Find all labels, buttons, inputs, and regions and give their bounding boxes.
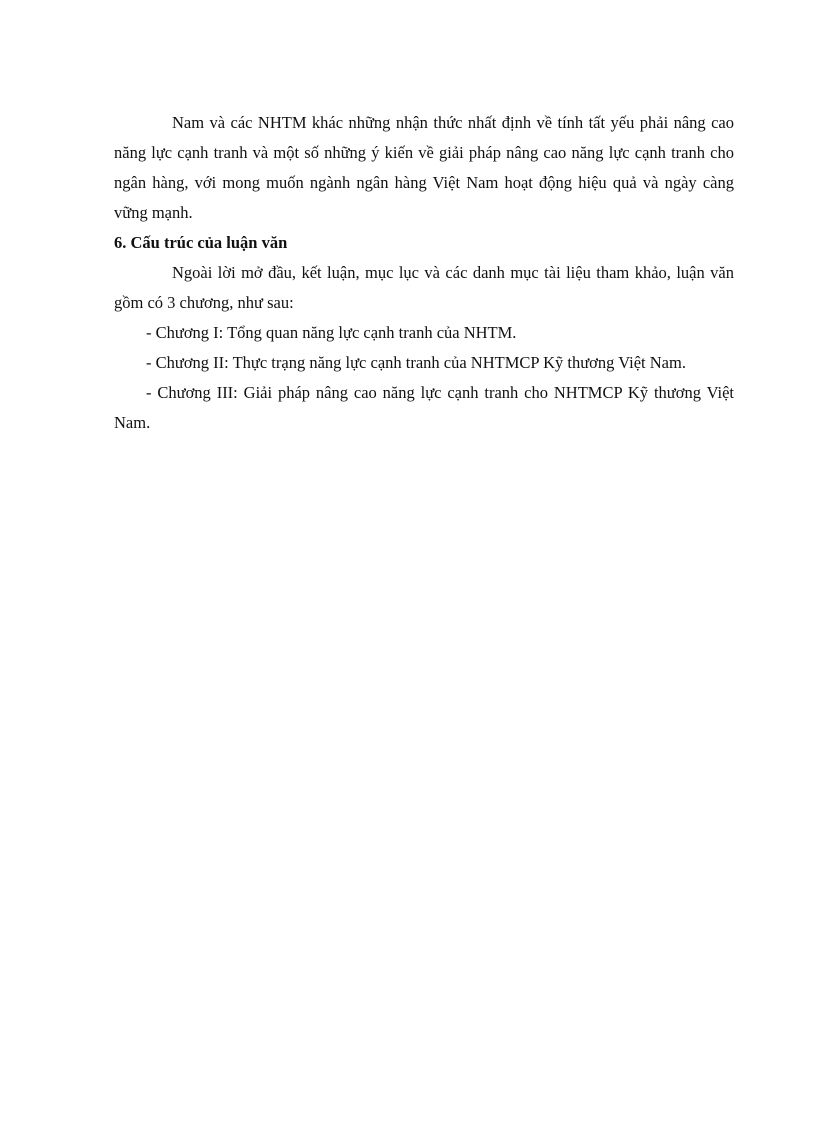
chapter-list-item-3: - Chương III: Giải pháp nâng cao năng lực cạnh tranh cho NHTMCP Kỹ thương Việt Nam. [114,383,734,432]
chapter-list-item-1: - Chương I: Tổng quan năng lực cạnh tranh của NHTM. [146,323,517,342]
chapter-list-item-2: - Chương II: Thực trạng năng lực cạnh tranh của NHTMCP Kỹ thương Việt Nam. [146,353,686,372]
intro-paragraph: Nam và các NHTM khác những nhận thức nhất định về tính tất yếu phải nâng cao năng lực cạnh tranh và một số những ý kiến về giải pháp nâng cao năng lực cạnh tranh cho ngân hàng, với mong muốn ngành ngân hàng Việt Nam hoạt động hiệu quả và ngày càng vững mạnh. [114,113,734,222]
section-heading: 6. Cấu trúc của luận văn [114,233,288,252]
structure-intro-paragraph: Ngoài lời mở đầu, kết luận, mục lục và các danh mục tài liệu tham khảo, luận văn gồm có 3 chương, như sau: [114,263,734,312]
document-page [114,108,734,438]
